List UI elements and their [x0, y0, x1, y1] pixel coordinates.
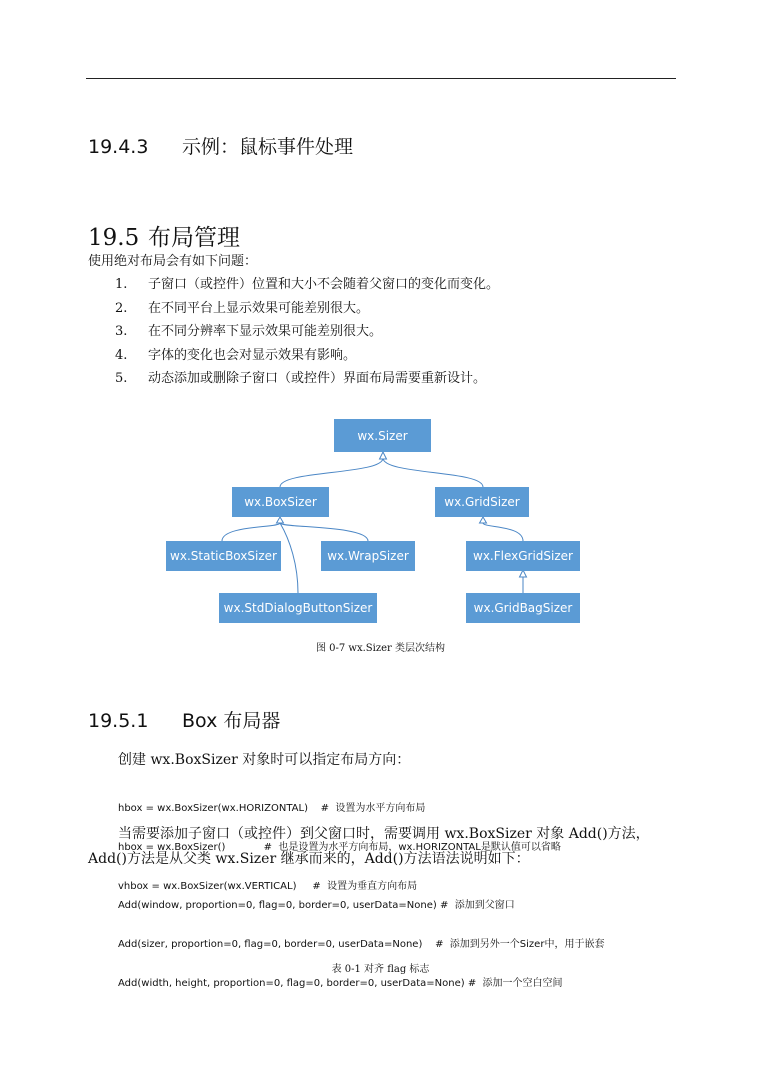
inheritance-arrowhead	[480, 517, 487, 523]
code-line: Add(width, height, proportion=0, flag=0, border=0, userData=None) # 添加一个空白空间	[118, 978, 563, 989]
node-gridbagsizer	[466, 593, 580, 623]
section-19-5-heading	[88, 219, 240, 252]
section-number: 19.4.3	[88, 136, 149, 158]
paragraph-boxsizer-direction: 创建 wx.BoxSizer 对象时可以指定布局方向：	[118, 752, 411, 768]
section-19-5-1-heading	[88, 706, 280, 733]
paragraph-add-method-line1: 当需要添加子窗口（或控件）到父窗口时，需要调用 wx.BoxSizer 对象 Add()方法，	[118, 826, 650, 842]
code-line: hbox = wx.BoxSizer(wx.HORIZONTAL) # 设置为水平方向布局	[118, 803, 426, 814]
section-number: 19.5	[88, 225, 140, 251]
inheritance-arrowhead	[520, 570, 527, 577]
table-caption: 表 0-1 对齐 flag 标志	[331, 964, 430, 975]
list-item	[115, 297, 499, 321]
node-staticboxsizer	[166, 541, 281, 571]
node-label: wx.FlexGridSizer	[473, 549, 573, 563]
list-number: 1.	[115, 277, 128, 292]
list-number: 5.	[115, 371, 128, 386]
node-stddialogbuttonsizer	[219, 593, 377, 623]
section-number: 19.5.1	[88, 710, 149, 732]
connector-flexgridsizer-gridsizer	[483, 523, 523, 541]
node-boxsizer	[232, 487, 329, 517]
node-gridsizer	[435, 487, 529, 517]
section-title: Box 布局器	[182, 710, 281, 732]
sizer-class-diagram	[0, 400, 761, 632]
header-rule	[86, 78, 676, 79]
code-line: hbox = wx.BoxSizer() # 也是设置为水平方向布局，wx.HORIZONTAL是默认值可以省略	[118, 842, 561, 853]
list-text: 动态添加或删除子窗口（或控件）界面布局需要重新设计。	[148, 371, 487, 386]
node-label: wx.BoxSizer	[244, 495, 317, 509]
list-item	[115, 320, 499, 344]
connector-gridsizer-sizer	[383, 458, 483, 487]
node-sizer	[334, 419, 431, 452]
node-label: wx.Sizer	[357, 429, 408, 443]
list-number: 3.	[115, 324, 128, 339]
list-number: 4.	[115, 347, 128, 363]
list-text: 子窗口（或控件）位置和大小不会随着父窗口的变化而变化。	[148, 277, 500, 292]
node-label: wx.WrapSizer	[327, 549, 409, 563]
paragraph-add-method-line2: Add()方法是从父类 wx.Sizer 继承而来的，Add()方法语法说明如下：	[88, 851, 530, 867]
list-item	[115, 367, 499, 391]
inheritance-connectors	[222, 452, 527, 593]
code-line: vhbox = wx.BoxSizer(wx.VERTICAL) # 设置为垂直方向布局	[118, 881, 418, 892]
list-text: 在不同平台上显示效果可能差别很大。	[148, 300, 370, 316]
list-item	[115, 273, 499, 297]
code-line: Add(sizer, proportion=0, flag=0, border=0, userData=None) # 添加到另外一个Sizer中，用于嵌套	[118, 939, 605, 950]
node-label: wx.StaticBoxSizer	[170, 549, 277, 563]
node-label: wx.GridSizer	[444, 495, 520, 509]
list-number: 2.	[115, 300, 128, 316]
code-block-add-method	[118, 873, 604, 1003]
list-text: 字体的变化也会对显示效果有影响。	[148, 347, 357, 363]
inheritance-arrowhead	[277, 517, 284, 523]
code-line: Add(window, proportion=0, flag=0, border=0, userData=None) # 添加到父窗口	[118, 900, 515, 911]
intro-paragraph: 使用绝对布局会有如下问题：	[88, 254, 258, 269]
list-text: 在不同分辨率下显示效果可能差别很大。	[148, 324, 383, 339]
inheritance-arrowhead	[380, 452, 387, 459]
connector-stddialogbuttonsizer-boxsizer	[280, 523, 298, 593]
node-label: wx.StdDialogButtonSizer	[223, 601, 373, 615]
connector-boxsizer-sizer	[280, 458, 383, 487]
problem-list	[115, 273, 499, 391]
section-19-4-3-heading	[88, 132, 353, 159]
figure-caption: 图 0-7 wx.Sizer 类层次结构	[315, 643, 446, 654]
connector-staticboxsizer-boxsizer	[222, 523, 280, 541]
section-title: 示例：鼠标事件处理	[182, 136, 354, 158]
node-flexgridsizer	[466, 541, 580, 571]
node-wrapsizer	[321, 541, 415, 571]
node-label: wx.GridBagSizer	[473, 601, 573, 615]
connector-wrapsizer-boxsizer	[280, 523, 368, 541]
section-title: 布局管理	[148, 225, 240, 251]
list-item	[115, 344, 499, 368]
